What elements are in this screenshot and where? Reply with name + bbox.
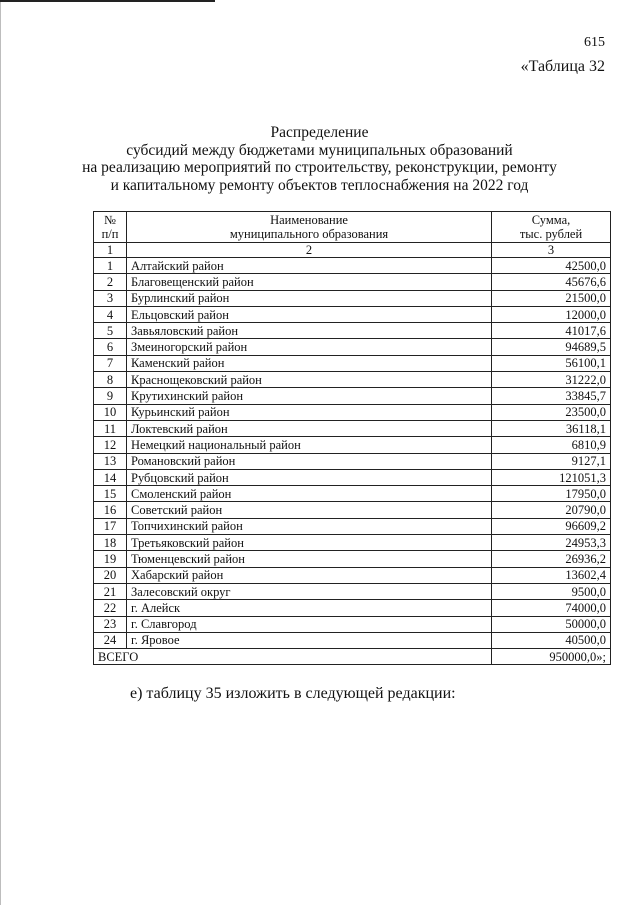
subsidy-sum: 17950,0: [492, 486, 611, 502]
municipality-name: Смоленский район: [127, 486, 492, 502]
top-rule: [0, 0, 215, 2]
row-number: 9: [94, 388, 127, 404]
subsidy-sum: 96609,2: [492, 518, 611, 534]
table-row: [94, 632, 611, 648]
subsidy-sum: 23500,0: [492, 404, 611, 420]
municipality-name: Змеиногорский район: [127, 339, 492, 355]
subsidy-sum: 6810,9: [492, 437, 611, 453]
row-number: 8: [94, 372, 127, 388]
header-row: [94, 212, 611, 243]
table-row: [94, 388, 611, 404]
row-number: 13: [94, 453, 127, 469]
row-number: 12: [94, 437, 127, 453]
table-row: [94, 518, 611, 534]
table-row: [94, 453, 611, 469]
header-name: Наименование муниципального образования: [127, 212, 492, 243]
subsidy-sum: 42500,0: [492, 258, 611, 274]
municipality-name: Благовещенский район: [127, 274, 492, 290]
row-number: 7: [94, 355, 127, 371]
subsidy-sum: 50000,0: [492, 616, 611, 632]
header-sum: Сумма, тыс. рублей: [492, 212, 611, 243]
municipality-name: г. Алейск: [127, 600, 492, 616]
municipality-name: г. Яровое: [127, 632, 492, 648]
row-number: 6: [94, 339, 127, 355]
subsidy-sum: 33845,7: [492, 388, 611, 404]
municipality-name: Алтайский район: [127, 258, 492, 274]
subsidy-sum: 41017,6: [492, 323, 611, 339]
subsidy-sum: 94689,5: [492, 339, 611, 355]
total-sum: 950000,0»;: [492, 649, 611, 665]
table-row: [94, 567, 611, 583]
row-number: 19: [94, 551, 127, 567]
subsidy-sum: 26936,2: [492, 551, 611, 567]
row-number: 24: [94, 632, 127, 648]
table-row: [94, 486, 611, 502]
municipality-name: Крутихинский район: [127, 388, 492, 404]
column-index: 2: [127, 243, 492, 258]
row-number: 1: [94, 258, 127, 274]
table-heading: [0, 124, 639, 194]
amendment-text: е) таблицу 35 изложить в следующей редакции:: [130, 685, 456, 702]
row-number: 17: [94, 518, 127, 534]
column-index: 1: [94, 243, 127, 258]
table-row: [94, 404, 611, 420]
municipality-name: Залесовский округ: [127, 583, 492, 599]
municipality-name: Третьяковский район: [127, 535, 492, 551]
row-number: 4: [94, 306, 127, 322]
table-row: [94, 469, 611, 485]
column-index: 3: [492, 243, 611, 258]
municipality-name: Романовский район: [127, 453, 492, 469]
table-row: [94, 535, 611, 551]
row-number: 15: [94, 486, 127, 502]
row-number: 14: [94, 469, 127, 485]
municipality-name: Советский район: [127, 502, 492, 518]
row-number: 5: [94, 323, 127, 339]
municipality-name: г. Славгород: [127, 616, 492, 632]
distribution-table: [93, 211, 611, 665]
row-number: 23: [94, 616, 127, 632]
row-number: 21: [94, 583, 127, 599]
municipality-name: Каменский район: [127, 355, 492, 371]
table-row: [94, 258, 611, 274]
table-row: [94, 323, 611, 339]
heading-line: и капитальному ремонту объектов теплоснабжения на 2022 год: [110, 176, 529, 194]
table-row: [94, 502, 611, 518]
municipality-name: Завьяловский район: [127, 323, 492, 339]
municipality-name: Ельцовский район: [127, 306, 492, 322]
municipality-name: Бурлинский район: [127, 290, 492, 306]
subsidy-sum: 9500,0: [492, 583, 611, 599]
row-number: 20: [94, 567, 127, 583]
subsidy-sum: 36118,1: [492, 420, 611, 436]
table-row: [94, 339, 611, 355]
header-number: № п/п: [94, 212, 127, 243]
row-number: 11: [94, 420, 127, 436]
subsidy-sum: 21500,0: [492, 290, 611, 306]
subsidy-sum: 12000,0: [492, 306, 611, 322]
total-row: [94, 649, 611, 665]
heading-line: на реализацию мероприятий по строительству, реконструкции, ремонту: [82, 159, 557, 176]
subsidy-sum: 45676,6: [492, 274, 611, 290]
page-number: 615: [584, 35, 605, 50]
subsidy-sum: 121051,3: [492, 469, 611, 485]
municipality-name: Локтевский район: [127, 420, 492, 436]
municipality-name: Тюменцевский район: [127, 551, 492, 567]
heading-line: субсидий между бюджетами муниципальных образований: [126, 141, 513, 159]
row-number: 18: [94, 535, 127, 551]
table-reference: «Таблица 32: [520, 58, 605, 75]
table-row: [94, 306, 611, 322]
table-row: [94, 551, 611, 567]
municipality-name: Рубцовский район: [127, 469, 492, 485]
subsidy-sum: 74000,0: [492, 600, 611, 616]
row-number: 10: [94, 404, 127, 420]
municipality-name: Хабарский район: [127, 567, 492, 583]
table-row: [94, 437, 611, 453]
table-row: [94, 290, 611, 306]
row-number: 2: [94, 274, 127, 290]
total-label: ВСЕГО: [94, 649, 492, 665]
municipality-name: Топчихинский район: [127, 518, 492, 534]
table-row: [94, 600, 611, 616]
subsidy-sum: 13602,4: [492, 567, 611, 583]
row-number: 16: [94, 502, 127, 518]
subsidy-sum: 24953,3: [492, 535, 611, 551]
row-number: 3: [94, 290, 127, 306]
subsidy-sum: 31222,0: [492, 372, 611, 388]
table-row: [94, 372, 611, 388]
table-row: [94, 583, 611, 599]
column-index-row: [94, 243, 611, 258]
table-row: [94, 355, 611, 371]
municipality-name: Немецкий национальный район: [127, 437, 492, 453]
municipality-name: Краснощековский район: [127, 372, 492, 388]
table-row: [94, 420, 611, 436]
row-number: 22: [94, 600, 127, 616]
table-row: [94, 274, 611, 290]
subsidy-sum: 20790,0: [492, 502, 611, 518]
heading-line: Распределение: [270, 124, 369, 141]
table-row: [94, 616, 611, 632]
subsidy-sum: 9127,1: [492, 453, 611, 469]
municipality-name: Курьинский район: [127, 404, 492, 420]
subsidy-sum: 56100,1: [492, 355, 611, 371]
subsidy-sum: 40500,0: [492, 632, 611, 648]
